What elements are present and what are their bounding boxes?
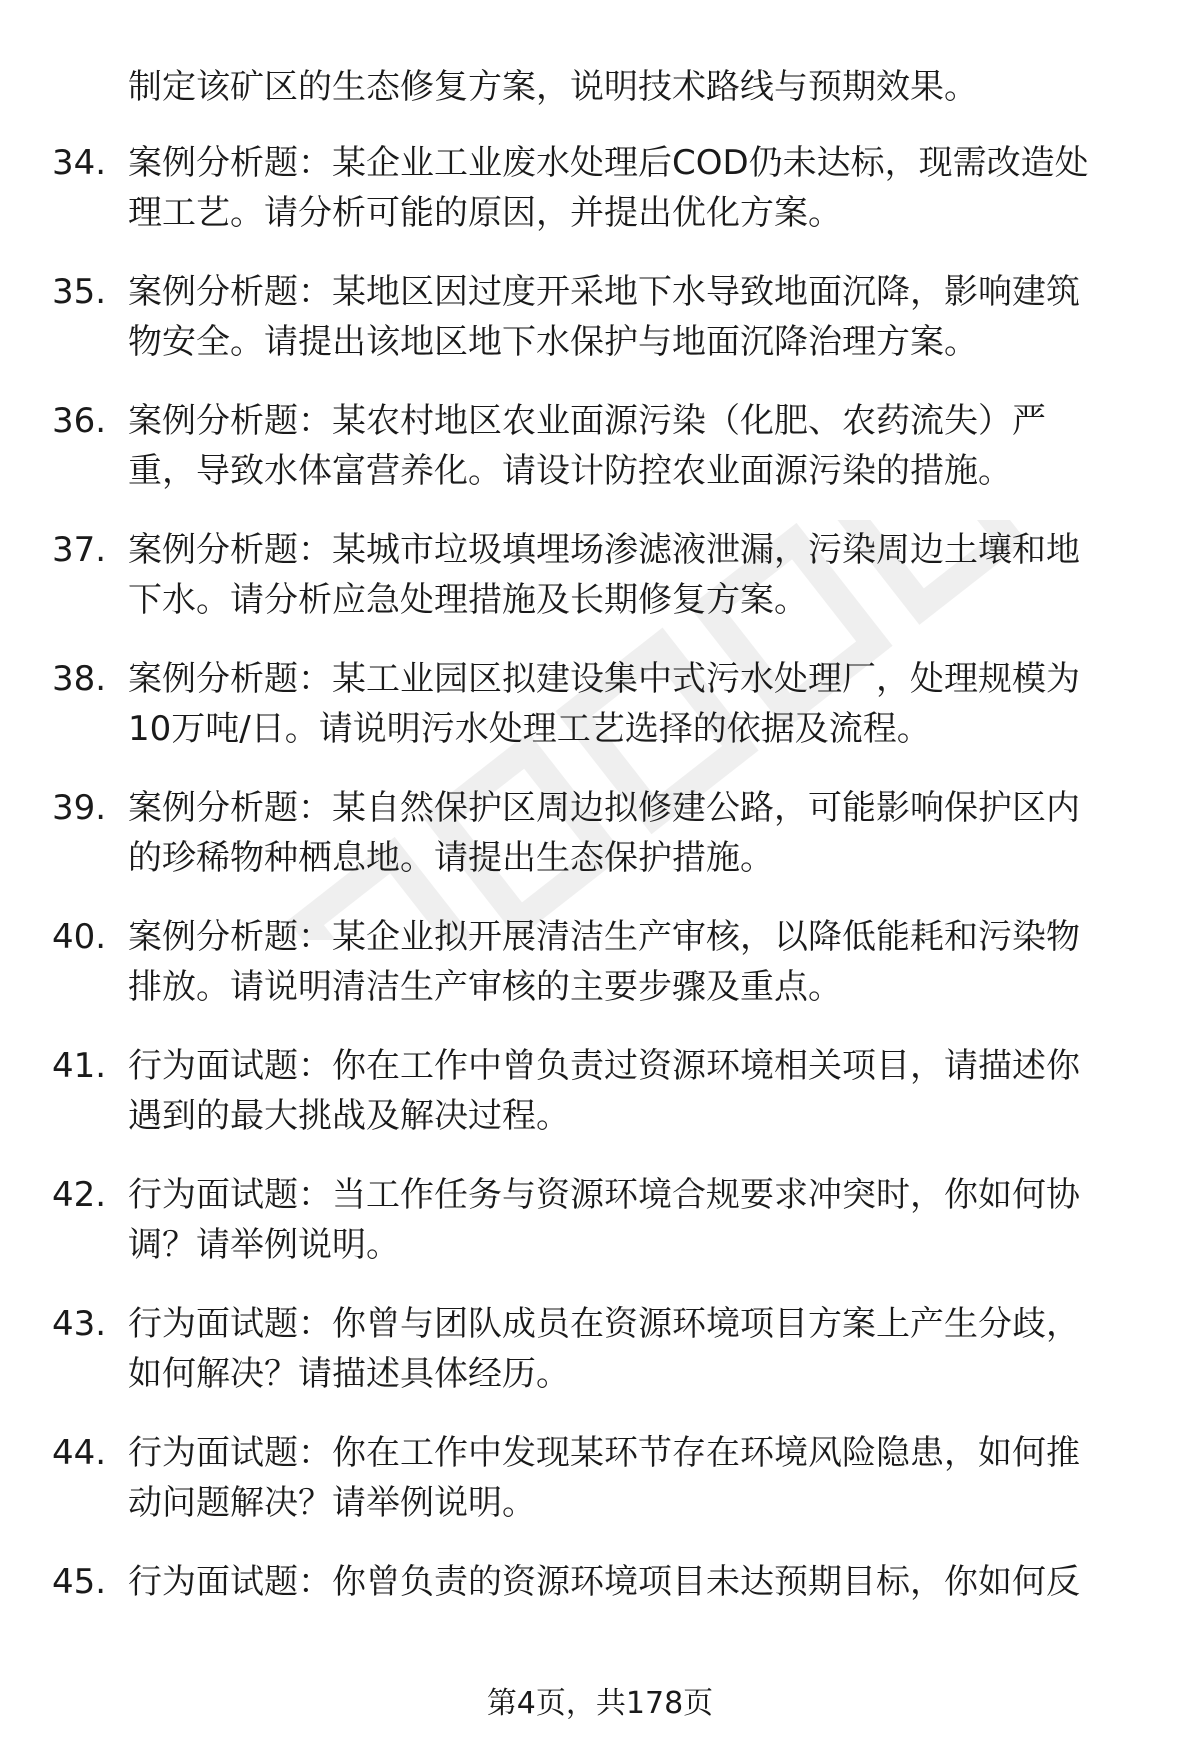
question-text-line: 行为面试题：你曾与团队成员在资源环境项目方案上产生分歧， [128, 1304, 1080, 1344]
question-number: 41. [52, 1046, 107, 1086]
question-text [128, 1041, 1148, 1141]
question-item [0, 654, 1200, 783]
question-text-line: 行为面试题：你曾负责的资源环境项目未达预期目标，你如何反 [128, 1562, 1080, 1602]
question-number: 35. [52, 272, 107, 312]
question-text [128, 783, 1148, 883]
question-item [0, 1041, 1200, 1170]
question-text [128, 267, 1148, 367]
question-text-line: 行为面试题：当工作任务与资源环境合规要求冲突时，你如何协 [128, 1175, 1080, 1215]
question-number: 43. [52, 1304, 107, 1344]
question-item [0, 912, 1200, 1041]
question-text-line: 遇到的最大挑战及解决过程。 [128, 1096, 570, 1136]
continuation-line: 制定该矿区的生态修复方案，说明技术路线与预期效果。 [128, 67, 978, 107]
question-text [128, 654, 1148, 754]
question-text-line: 行为面试题：你在工作中发现某环节存在环境风险隐患，如何推 [128, 1433, 1080, 1473]
question-text-line: 下水。请分析应急处理措施及长期修复方案。 [128, 580, 808, 620]
question-text [128, 912, 1148, 1012]
question-text [128, 138, 1148, 238]
question-text [128, 1428, 1148, 1528]
question-number: 40. [52, 917, 107, 957]
question-number: 37. [52, 530, 107, 570]
question-item [0, 1170, 1200, 1299]
question-number: 42. [52, 1175, 107, 1215]
question-text [128, 1170, 1148, 1270]
question-text-line: 案例分析题：某城市垃圾填埋场渗滤液泄漏，污染周边土壤和地 [128, 530, 1080, 570]
question-text-line: 物安全。请提出该地区地下水保护与地面沉降治理方案。 [128, 322, 978, 362]
question-item [0, 396, 1200, 525]
question-text [128, 1299, 1148, 1399]
question-number: 45. [52, 1562, 107, 1602]
question-text-line: 的珍稀物种栖息地。请提出生态保护措施。 [128, 838, 774, 878]
question-text-line: 案例分析题：某企业工业废水处理后COD仍未达标，现需改造处 [128, 143, 1089, 183]
question-text-line: 调？请举例说明。 [128, 1225, 400, 1265]
question-text-line: 排放。请说明清洁生产审核的主要步骤及重点。 [128, 967, 842, 1007]
question-text-line: 案例分析题：某农村地区农业面源污染（化肥、农药流失）严 [128, 401, 1046, 441]
question-item [0, 138, 1200, 267]
question-text-line: 动问题解决？请举例说明。 [128, 1483, 536, 1523]
question-text [128, 396, 1148, 496]
question-item [0, 525, 1200, 654]
page-footer: 第4页，共178页 [486, 1686, 714, 1721]
question-text-line: 重，导致水体富营养化。请设计防控农业面源污染的措施。 [128, 451, 1012, 491]
question-text-line: 行为面试题：你在工作中曾负责过资源环境相关项目，请描述你 [128, 1046, 1080, 1086]
question-number: 44. [52, 1433, 107, 1473]
question-number: 39. [52, 788, 107, 828]
question-text-line: 案例分析题：某地区因过度开采地下水导致地面沉降，影响建筑 [128, 272, 1080, 312]
question-item [0, 267, 1200, 396]
question-text-line: 如何解决？请描述具体经历。 [128, 1354, 570, 1394]
question-number: 36. [52, 401, 107, 441]
question-item [0, 1428, 1200, 1557]
question-item [0, 783, 1200, 912]
question-text [128, 525, 1148, 625]
question-text-line: 理工艺。请分析可能的原因，并提出优化方案。 [128, 193, 842, 233]
question-text [128, 1557, 1148, 1607]
question-number: 34. [52, 143, 107, 183]
question-list [0, 138, 1200, 1686]
question-item [0, 1557, 1200, 1686]
question-text-line: 案例分析题：某企业拟开展清洁生产审核，以降低能耗和污染物 [128, 917, 1080, 957]
question-text-line: 案例分析题：某自然保护区周边拟修建公路，可能影响保护区内 [128, 788, 1080, 828]
question-number: 38. [52, 659, 107, 699]
question-item [0, 1299, 1200, 1428]
question-text-line: 10万吨/日。请说明污水处理工艺选择的依据及流程。 [128, 709, 931, 749]
question-text-line: 案例分析题：某工业园区拟建设集中式污水处理厂，处理规模为 [128, 659, 1080, 699]
